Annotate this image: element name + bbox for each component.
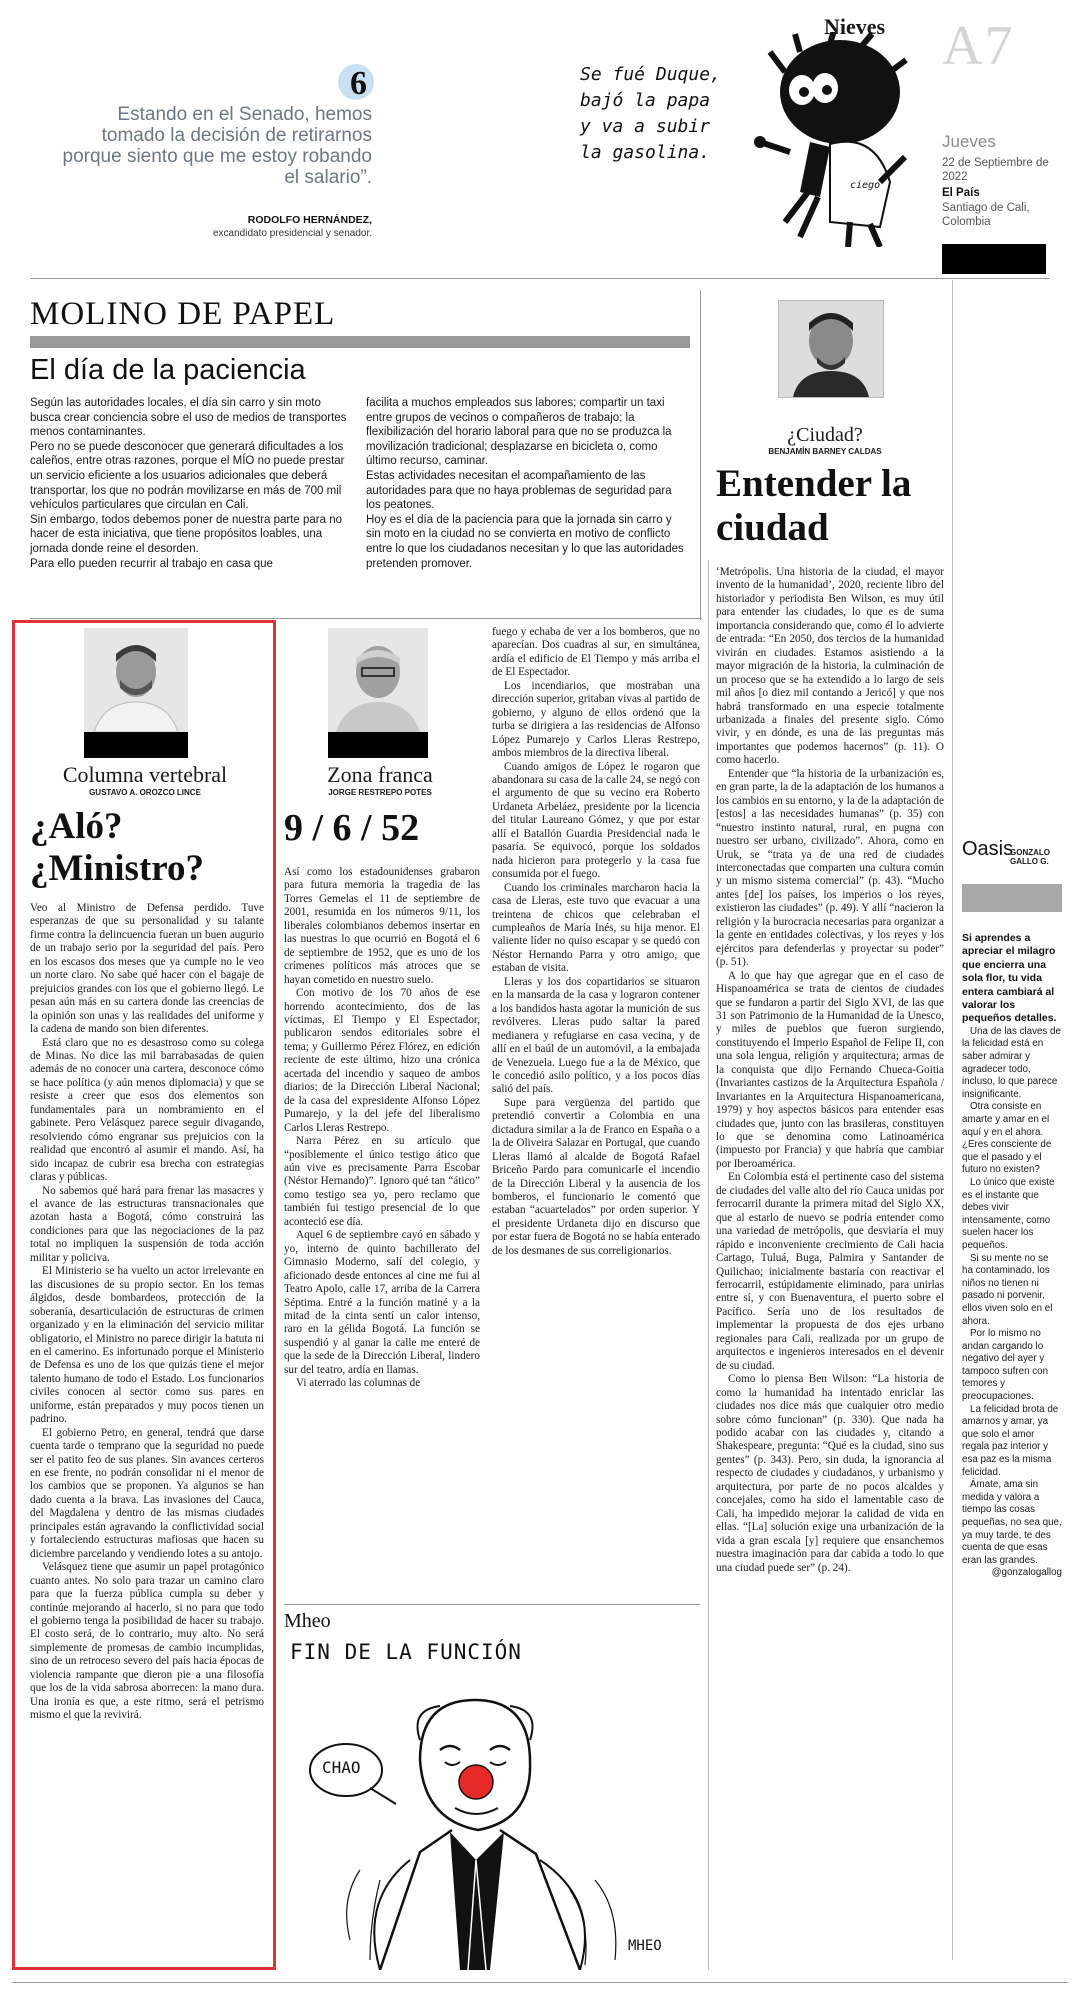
nieves-caption: Se fué Duque, bajó la papa y va a subir la gasolina.: [580, 64, 721, 163]
franca-author: JORGE RESTREPO POTES: [328, 788, 432, 797]
oasis-lead: Si aprendes a apreciar el milagro que encierra una sola flor, tu vida entera cambiará al valorar los pequeños detalles.: [962, 932, 1057, 1025]
barney-portrait: [778, 300, 884, 398]
vertebral-headline: ¿Aló? ¿Ministro?: [30, 806, 205, 889]
page-info: [940, 14, 1070, 274]
oasis-handle: @gonzalogallog: [991, 1567, 1062, 1579]
oasis-vertical-rule: [952, 280, 953, 1960]
mheo-title: FIN DE LA FUNCIÓN: [290, 1640, 522, 1664]
quote-text: Estando en el Senado, hemos tomado la decisión de retirarnos porque siento que me estoy robando el salario”.: [62, 104, 372, 188]
oasis-column: Si aprendes a apreciar el milagro que encierra una sola flor, tu vida entera cambiará al valorar los pequeños detalles. Una de las claves de la felicidad está en saber admirar y agradecer todo, incluso, lo que parece insignificante. Otra consiste en amarte y amar en el aquí y en el ahora. ¿Eres consciente de que el pasado y el futuro no existen? Lo único que existe es el instante que debes vivir intensamente, como suelen hacer los pequeños. Si su mente no se ha contaminado, los niños no tienen ni pasado ni porvenir, ellos viven solo en el ahora. Por lo mismo no andan cargando lo negativo del ayer y tampoco sufren con temores y preocupaciones. La felicidad brota de amarnos y amar, ya que solo el amor regala paz interior y esa paz es la misma felicidad. Ámate, ama sin medida y valora a tiempo las cosas pequeñas, no sea que, ya muy tarde, te des cuenta de que esas eran las grandes. @gonzalogallog: [962, 932, 1062, 1579]
orozco-portrait: [84, 628, 188, 758]
nieves-character-icon: [730, 32, 910, 247]
mheo-label: Mheo: [284, 1610, 331, 1632]
molino-section-title: MOLINO DE PAPEL: [30, 296, 336, 332]
molino-gray-bar: [30, 336, 690, 348]
franca-headline: 9 / 6 / 52: [284, 807, 420, 849]
restrepo-portrait: [328, 628, 428, 758]
franca-column-1: Así como los estadounidenses grabaron para futura memoria la tragedia de las Torres Gemelas el 11 de septiembre de 2001, resumida en los números 9/11, los liberales colombianos debemos insertar en las nuestras lo que ocurrió en Bogotá el 6 de septiembre de 1952, que es uno de los crímenes políticos más atroces que se hayan cometido en nuestro suelo. Con motivo de los 70 años de ese horrendo acontecimiento, dos de las víctimas, El Tiempo y El Espectador, publicaron sendos editoriales sobre el tema; y Guillermo Pérez Flórez, en edición reciente de este último, hizo una crónica acertada del incendio y saqueo de ambos diarios; de la Dirección Liberal Nacional; de la casa del expresidente Alfonso López Pumarejo, y la del jefe del liberalismo Carlos Lleras Restrepo. Narra Pérez en su artículo que “posiblemente el único testigo ático que aún vive es precisamente Parra Escobar (Néstor Hernando)”. Ignoro qué tan “ático” como testigo sea yo, pero reclamo que también fui testigo presencial de lo que aconteció ese día. Aquel 6 de septiembre cayó en sábado y yo, interno de quinto bachillerato del Gimnasio Moderno, salí del colegio, y aficionado desde entonces al cine me fui al Teatro Apolo, calle 17, arriba de la Carrera Séptima. Entré a la función matiné y a la mitad de la cinta sentí un calor intenso, raro en la gélida Bogotá. La función se suspendió y al ganar la calle me enteré de que la sede de la Dirección Liberal, lindero sur del teatro, ardía en llamas. Vi aterrado las columnas de: [284, 866, 480, 1390]
page-day: Jueves: [942, 132, 996, 151]
quote-mark-icon: 6: [338, 64, 374, 100]
quote-block: [20, 60, 375, 250]
mid-divider: [30, 618, 702, 619]
mheo-signature: MHEO: [628, 1938, 662, 1954]
vertebral-column: Veo al Ministro de Defensa perdido. Tuve esperanzas de que su personalidad y su talante firme contra la delincuencia fueran un buen augurio de un trabajo serio por la seguridad del país. Pero en los escasos dos meses que ya cumple no le veo un norte claro. No sabe qué hacer con el bagaje de prejuicios grandes con los que el gobierno llegó. Le pesan aún más en su cartera donde las creencias de la opinión son unas y las realidades del uniforme y la cadena de mando son bien diferentes. Está claro que no es desastroso como su colega de Minas. No dice las mil barrabasadas de quien además de no conocer una cartera, desconoce cómo se hace política (y aún menos diplomacia) y que se resiste a creer que esos dos elementos son fundamentales para un nombramiento en el gabinete. Pero Velásquez parece seguir divagando, resolviendo cómo engranar sus prejuicios con la realidad que encontró al asumir el mando. Así, ha sido incapaz de cubrir esa brecha con estrategias claras y públicas. No sabemos qué hará para frenar las masacres y el avance de las estructuras transnacionales que azotan hasta a Bogotá, cómo construirá las condiciones para que las negociaciones de la paz total no impliquen la suspensión de toda acción militar y policiva. El Ministerio se ha vuelto un actor irrelevante en las discusiones de su propio sector. En los temas álgidos, desde bombardeos, protección de la soberanía, desarticulación de estructuras de crimen organizado y en la eliminación del servicio militar obligatorio, el Ministro no parece dirigir la batuta ni en el camerino. Es infortunado porque el Ministerio de Defensa es uno de los que quizás tiene el mejor talento humano de todo el Estado. Los funcionarios civiles conocen al sector como sus pares en uniforme, están preparados y muy pocos tienen un padrino. El gobierno Petro, en general, tendrá que darse cuenta tarde o temprano que la seguridad no puede ser el patito feo de sus planes. Sin avances certeros en ese frente, no podrán consolidar ni el menor de los cambios que se proponen. Ya algunos se han dado cuenta a la brava. Las invasiones del Cauca, del Magdalena y dentro de las mismas ciudades principales están agravando la conflictividad social y fortaleciendo estructuras mafiosas que hacen su diciembre parcelando y vendiendo lotes a su antojo. Velásquez tiene que asumir un papel protagónico cuanto antes. No solo para trazar un camino claro para que la fuerza pública cumpla su deber y continúe mejorando al hacerlo, si no para que todo el gobierno tenga la posibilidad de hacer su trabajo. El costo será, de lo contrario, muy alto. No será simplemente de promesas de cambio incumplidas, sino de un retroceso severo del país hacia épocas de violencia rampante que dieron pie a una filosofía que los de la vida sabrosa aborrecen: la mano dura. Una ironía es que, a este ritmo, será el petrismo mismo el que la revivirá.: [30, 902, 264, 1722]
mheo-speech-bubble: CHAO: [322, 1758, 361, 1777]
top-divider: [30, 278, 1050, 279]
nieves-shirt-label: ciego: [850, 180, 881, 191]
ciudad-headline: Entender la ciudad: [716, 462, 912, 549]
quote-author-role: excandidato presidencial y senador.: [213, 228, 372, 239]
franca-column-2: fuego y echaba de ver a los bomberos, que no aparecían. Dos cuadras al sur, en simultánea, ardía el edificio de El Tiempo y más arriba el de El Espectador. Los incendiarios, que mostraban una dirección superior, gritaban vivas al partido de gobierno, y alguno de ellos ordenó que la turba se dirigiera a las residencias de Alfonso López Pumarejo y Carlos Lleras Restrepo, ambos miembros de la directiva liberal. Cuando amigos de López le rogaron que abandonara su casa de la calle 24, se negó con el argumento de que su vecino era Roberto Urdaneta Arbeláez, presidente por la licencia del titular Laureano Gómez, y que por estar allí el Batallón Guardia Presidencial nada le pasaría. Se equivocó, porque los soldados nada hicieron para protegerlo y la casa fue consumida por el fuego. Cuando los criminales marcharon hacia la casa de Lleras, este tuvo que evacuar a una treintena de chicos que celebraban el cumpleaños de María Inés, su hija menor. El valiente líder no quiso escapar y se quedó con Néstor Hernando Parra y otro amigo, que estaban de visita. Lleras y los dos copartidarios se situaron en la mansarda de la casa y lograron contener a los bandidos hasta agotar la munición de sus revólveres. Lleras pudo saltar la pared medianera y refugiarse en casa vecina, y de allí en el baúl de un automóvil, a la embajada de Venezuela. Luego fue a la de México, que le concedió asilo político, y a los pocos días salió del país. Supe para vergüenza del partido que pretendió convertir a Colombia en una dictadura similar a la de Franco en España o a la de Oliveira Salazar en Portugal, que cuando Lleras llamó al alcalde de Bogotá Rafael Briceño Pardo para comunicarle el incendio de la Dirección Liberal y la ausencia de los bomberos, el funcionario le comentó que estaban “acuartelados” por orden superior. Y el presidente Urdaneta dijo en discurso que por estar fuera de Bogotá no se había enterado de los desmanes de sus correligionarios.: [492, 626, 700, 1257]
author-photo-icon: [328, 628, 428, 758]
ciudad-author: BENJAMÍN BARNEY CALDAS: [768, 447, 882, 456]
vertebral-author: GUSTAVO A. OROZCO LINCE: [89, 788, 201, 797]
vertebral-kicker: Columna vertebral: [62, 762, 228, 787]
nieves-title: Nieves: [824, 14, 886, 39]
page-number: A7: [942, 15, 1015, 77]
page-date: 22 de Septiembre de 2022: [942, 157, 1049, 183]
bottom-rule: [12, 1982, 1068, 1983]
mheo-clown-cartoon-icon: [300, 1670, 690, 1970]
oasis-author: GONZALO GALLO G.: [1010, 848, 1050, 866]
ciudad-kicker: ¿Ciudad?: [787, 424, 863, 446]
molino-column-1: Según las autoridades locales, el día sin carro y sin moto busca crear conciencia sobre el uso de medios de transportes menos contaminantes. Pero no se puede desconocer que generará dificultades a los caleños, entre otras razones, porque el MÍO no puede prestar un servicio eficiente a los usuarios adicionales que deberá transportar, los que no podrán movilizarse en más de 700 mil vehículos particulares que circulan en Cali. Sin embargo, todos debemos poner de nuestra parte para no hacer de esta iniciativa, que tiene propósitos loables, una jornada donde reine el desorden. Para ello pueden recurrir al trabajo en casa que: [30, 397, 347, 570]
mheo-divider: [284, 1604, 700, 1605]
franca-vertical-rule: [708, 560, 709, 1970]
author-photo-icon: [779, 301, 883, 397]
oasis-kicker: Oasis: [962, 838, 1014, 860]
molino-column-2: facilita a muchos empleados sus labores; compartir un taxi entre grupos de vecinos o compañeros de trabajo; la flexibilización del horario laboral para que no se produzca la movilización tradicional; desplazarse en bicicleta o, como último recurso, caminar. Estas actividades necesitan el acompañamiento de las autoridades para que no haya problemas de seguridad para los peatones. Hoy es el día de la paciencia para que la jornada sin carro y sin moto en la ciudad no se convierta en motivo de conflicto entre lo que los ciudadanos necesitan y lo que las autoridades pretenden promover.: [366, 397, 684, 570]
oasis-gray-block: [962, 884, 1062, 912]
nieves-cartoon: [570, 10, 910, 250]
quote-author: RODOLFO HERNÁNDEZ,: [247, 214, 372, 226]
molino-headline: El día de la paciencia: [30, 354, 306, 386]
black-barcode-block: [942, 244, 1046, 274]
author-photo-icon: [84, 628, 188, 758]
ciudad-column: ‘Metrópolis. Una historia de la ciudad, el mayor invento de la humanidad’, 2020, reciente libro del historiador y periodista Ben Wilson, es muy útil para entender las ciudades, lo que es de suma importancia considerando que, como él lo advierte de entrada: “En 2050, dos tercios de la humanidad vivirán en ciudades. Estamos asistiendo a la mayor migración de la historia, la culminación de un proceso que se ha extendido a lo largo de seis mil años [o diez mil contando a Jericó] y que nos habrá transformado en una especie totalmente urbanizada a finales del presente siglo. Cómo vivir, y en dónde, es una de las preguntas más importantes que podemos hacernos” (p. 11). O como hacerlo. Entender que “la historia de la urbanización es, en gran parte, la de la adaptación de los humanos a los cambios en su entorno, y la de la adaptación de [estos] a las necesidades humanas” (p. 35) con “nuestro instinto natural, rural, en pugna con nuestro ser urbano, civilizado”. Ahora, como en Uruk, se “trata ya de una red de ciudades interconectadas que comparten una cultura común y un mismo sistema comercial” (p. 43). “Mucho antes [de] los países, los imperios o los reyes, existieron las ciudades” (p. 49). Y allí “nacieron la religión y la burocracia necesarias para organizar a la gente en entidades colectivas, y los reyes y los ejércitos para defenderlas y proyectar su poder” (p. 51). A lo que hay que agregar que en el caso de Hispanoamérica se trata de cientos de ciudades que se fundaron a partir del Siglo XVI, de las que 31 son Patrimonio de la Humanidad de la Unesco, y miles de pueblos que fueron surgiendo, constituyendo el Imperio Español de Felipe II, con una sola lengua, religión y arquitectura; armas de la conquista que dijo Fernando Chueca-Goitia (Invariantes castizos de la Arquitectura Española / Invariantes en la Arquitectura Hispanoamericana, 1979) y hoy aspectos básicos para entender esas ciudades que, junto con las brasileras, constituyen lo que se denomina como Latinoamérica (impuesto por Francia) y que habría que cambiar por Iberoamérica. En Colombia está el pertinente caso del sistema de ciudades del valle alto del río Cauca unidas por ferrocarril durante la primera mitad del Siglo XX, que al estarlo de nuevo se podría entender como una variedad de metrópolis, que desviaría el muy rápido e inconveniente crecimiento de Cali hacia Cartago, Tuluá, Buga, Palmira y Santander de Quilichao; inicialmente bastaría con reactivar el ferrocarril, estúpidamente eliminado, para unirlas entre sí, y con Buenaventura, el puerto sobre el Pacífico. Sería uno de los resultados de implementar la propuesta de dos ejes urbano regionales para Cali, realizada por un grupo de arquitectos e ingenieros interesados en el devenir de su ciudad. Como lo piensa Ben Wilson: “La historia de como la humanidad ha intentado enriclar las ciudades nos dice más que cualquier otro medio sobre cómo funcionan” (p. 330). Que nada ha podido acabar con las ciudades y, citando a Shakespeare, pregunta: “Qué es la ciudad, sino sus gentes” (p. 343). Pero, sin duda, la ignorancia al respecto de ciudades y ciudadanos, y urbanismo y arquitectura, por parte de no pocos alcaldes y concejales, como ha sido el lamentable caso de Cali, ha impedido mejorar la calidad de vida en ellas. “[La] solución exige una urbanización de la vida a gran escala [y] requiere que ensanchemos nuestra imaginación para dar cabida a todo lo que una ciudad puede ser” (p. 24).: [716, 566, 944, 1574]
franca-kicker: Zona franca: [327, 762, 433, 787]
paper-name: El País: [942, 187, 980, 199]
page-city: Santiago de Cali, Colombia: [942, 202, 1030, 228]
molino-vertical-rule: [700, 290, 701, 620]
